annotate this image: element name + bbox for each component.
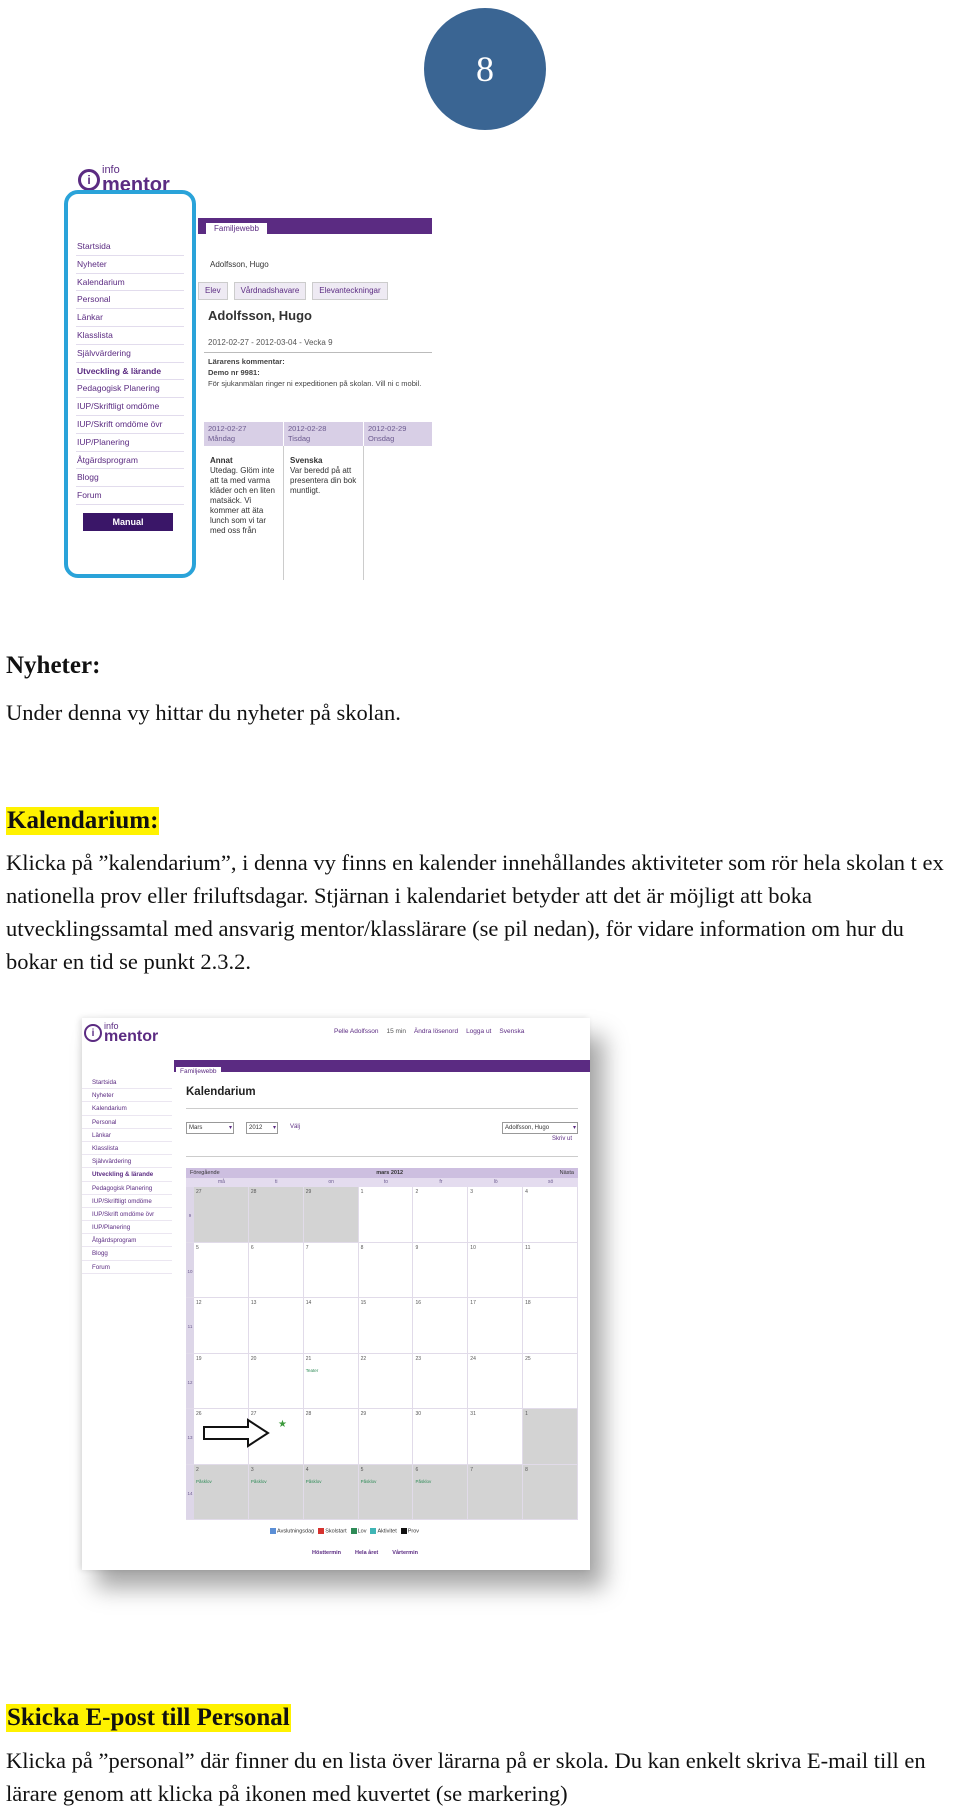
day-number: 6 (250, 1244, 254, 1251)
divider (186, 1108, 578, 1109)
sidebar-item[interactable]: IUP/Skriftligt omdöme (82, 1195, 172, 1208)
next-month-link[interactable]: Nästa (559, 1170, 574, 1176)
screenshot-overview (64, 160, 432, 580)
vartermin-link[interactable]: Vårtermin (392, 1550, 418, 1556)
weekday-label: sö (547, 1179, 554, 1185)
legend-item (318, 1528, 346, 1534)
week-col-header (186, 1178, 194, 1187)
calendar-day[interactable] (523, 1409, 578, 1464)
calendar-day[interactable] (359, 1354, 414, 1409)
legend-item (370, 1528, 396, 1534)
legend-swatch (401, 1528, 407, 1534)
calendar-day[interactable] (468, 1409, 523, 1464)
day-number: 11 (525, 1244, 531, 1251)
weekday-label: fr (439, 1179, 443, 1185)
sidebar-item[interactable]: Utveckling & lärande (76, 363, 184, 381)
sidebar-item[interactable]: Pedagogisk Planering (82, 1182, 172, 1195)
day-entry: Svenska Var beredd på att presentera din bok muntligt. (284, 446, 364, 580)
weekday-label: ti (275, 1179, 278, 1185)
day-number: 7 (470, 1466, 474, 1473)
day-number: 9 (415, 1244, 419, 1251)
calendar-day[interactable] (413, 1354, 468, 1409)
nyheter-heading: Nyheter: (6, 652, 101, 679)
calendar-day[interactable] (359, 1298, 414, 1353)
page-title: Kalendarium (186, 1086, 256, 1098)
print-link[interactable]: Skriv ut (552, 1136, 573, 1142)
student-name-heading: Adolfsson, Hugo (208, 308, 312, 323)
calendar-day[interactable] (304, 1298, 359, 1353)
legend-swatch (318, 1528, 324, 1534)
divider (186, 1156, 578, 1157)
sidebar-item[interactable]: Kalendarium (76, 274, 184, 292)
day-number: 13 (250, 1300, 257, 1306)
tab-vardnadshavare[interactable]: Vårdnadshavare (234, 282, 307, 300)
day-number: 19 (196, 1355, 202, 1362)
day-number: 2 (415, 1189, 419, 1195)
month-select[interactable]: Mars ▾ (186, 1122, 234, 1134)
legend-swatch (351, 1528, 357, 1534)
day-number: 21 (305, 1355, 312, 1362)
change-password-link[interactable]: Ändra lösenord (413, 1028, 459, 1035)
session-timer: 15 min (386, 1028, 406, 1035)
day-number: 8 (360, 1244, 364, 1251)
calendar-day[interactable] (304, 1187, 359, 1242)
calendar-day[interactable] (523, 1354, 578, 1409)
calendar-day[interactable] (194, 1187, 249, 1242)
sidebar-nav (82, 1076, 172, 1274)
day-number: 31 (470, 1411, 476, 1417)
day-number: 23 (415, 1355, 421, 1362)
sidebar-item[interactable]: IUP/Skrift omdöme övr (76, 416, 184, 434)
legend-label: Skolstart (325, 1528, 347, 1535)
calendar-day[interactable] (413, 1243, 468, 1298)
calendar-event[interactable]: Påsklov (415, 1478, 432, 1484)
year-select[interactable]: 2012 ▾ (246, 1122, 278, 1134)
sidebar-item[interactable]: IUP/Planering (82, 1221, 172, 1234)
manual-button[interactable]: Manual (83, 513, 173, 531)
month-label: mars 2012 (376, 1170, 404, 1176)
week-number: 12 (186, 1354, 194, 1409)
familjewebb-tab[interactable]: Familjewebb (176, 1067, 221, 1077)
sidebar-item[interactable]: Startsida (76, 238, 184, 256)
week-number: 11 (186, 1298, 194, 1353)
calendar-day[interactable] (359, 1243, 414, 1298)
day-header: 2012-02-27 Måndag (204, 422, 284, 446)
day-number: 18 (525, 1300, 531, 1306)
weekday-label: to (383, 1179, 389, 1185)
familjewebb-tab[interactable]: Familjewebb (206, 223, 267, 234)
day-number: 7 (305, 1244, 309, 1251)
logout-link[interactable]: Logga ut (466, 1028, 492, 1035)
tab-elev[interactable]: Elev (198, 282, 228, 300)
calendar-day[interactable] (249, 1298, 304, 1353)
page-number-badge: 8 (424, 8, 546, 130)
day-number: 29 (360, 1411, 367, 1417)
day-number: 26 (196, 1411, 202, 1417)
calendar-day[interactable] (249, 1465, 304, 1520)
sidebar-item[interactable]: Nyheter (76, 256, 184, 274)
day-number: 28 (305, 1411, 312, 1417)
legend-label: Aktivitet (377, 1528, 397, 1535)
day-number: 17 (470, 1300, 476, 1306)
calendar-day[interactable] (468, 1298, 523, 1353)
calendar-day[interactable] (194, 1354, 249, 1409)
sidebar-item[interactable]: Personal (76, 291, 184, 309)
calendar-day[interactable] (249, 1354, 304, 1409)
calendar-day[interactable] (523, 1243, 578, 1298)
calendar-day[interactable] (304, 1409, 359, 1464)
day-number: 12 (196, 1300, 202, 1306)
calendar-grid (186, 1187, 578, 1520)
user-name: Adolfsson, Hugo (210, 260, 269, 269)
calendar-week (186, 1187, 578, 1243)
calendar (186, 1168, 578, 1520)
sidebar-item[interactable]: Forum (76, 487, 184, 505)
sidebar-item[interactable]: Forum (82, 1261, 172, 1274)
screenshot-kalendarium (82, 1018, 590, 1570)
day-header: 2012-02-28 Tisdag (284, 422, 364, 446)
calendar-day[interactable] (523, 1465, 578, 1520)
sidebar-nav (76, 238, 184, 505)
calendar-day[interactable] (249, 1187, 304, 1242)
sidebar-item[interactable]: Kalendarium (82, 1102, 172, 1115)
day-columns (204, 446, 432, 580)
day-entry (364, 446, 432, 580)
calendar-day[interactable] (194, 1243, 249, 1298)
day-number: 6 (415, 1466, 419, 1473)
calendar-day[interactable] (304, 1465, 359, 1520)
day-number: 10 (470, 1244, 476, 1251)
calendar-day[interactable] (304, 1243, 359, 1298)
calendar-day[interactable] (468, 1354, 523, 1409)
valj-link[interactable]: Välj (290, 1124, 301, 1130)
calendar-day[interactable] (359, 1465, 414, 1520)
term-links (312, 1550, 418, 1556)
prev-month-link[interactable]: Föregående (190, 1170, 220, 1176)
kalendarium-text: Klicka på ”kalendarium”, i denna vy finns en kalender innehållandes aktiviteter som rör hela skolan t ex nationella prov eller friluftsdagar. Stjärnan i kalendariet betyder att det är möjligt att boka utvecklingssamtal med ansvarig mentor/klasslärare (se pil nedan), för vidare information om hur du bokar en tid se punkt 2.3.2. (6, 850, 944, 974)
calendar-header (186, 1168, 578, 1178)
day-header: 2012-02-29 Onsdag (364, 422, 432, 446)
calendar-day[interactable] (468, 1243, 523, 1298)
sidebar-item[interactable]: Länkar (82, 1129, 172, 1142)
calendar-day[interactable] (523, 1187, 578, 1242)
day-number: 29 (305, 1189, 312, 1195)
day-number: 20 (250, 1355, 257, 1362)
day-number: 3 (250, 1466, 254, 1473)
weekday-label: må (217, 1179, 225, 1185)
legend-swatch (270, 1528, 276, 1534)
day-number: 2 (196, 1466, 199, 1473)
divider (204, 352, 432, 353)
sidebar-item[interactable]: Blogg (76, 469, 184, 487)
week-number: 10 (186, 1243, 194, 1298)
calendar-day[interactable] (359, 1187, 414, 1242)
day-number: 16 (415, 1300, 421, 1306)
user-link[interactable]: Pelle Adolfsson (334, 1028, 379, 1035)
week-number: 13 (186, 1409, 194, 1464)
legend-label: Lov (357, 1528, 367, 1535)
calendar-day[interactable] (249, 1243, 304, 1298)
calendar-week (186, 1298, 578, 1354)
calendar-day[interactable] (304, 1354, 359, 1409)
sidebar-item[interactable]: Utveckling & lärande (82, 1168, 172, 1181)
legend-item (270, 1528, 314, 1534)
weekday-label: lö (493, 1179, 498, 1185)
calendar-day[interactable] (523, 1298, 578, 1353)
sidebar-item[interactable]: Klasslista (82, 1142, 172, 1155)
calendar-day[interactable] (413, 1187, 468, 1242)
week-number: 14 (186, 1465, 194, 1520)
calendar-day[interactable] (468, 1187, 523, 1242)
calendar-event[interactable]: Påsklov (305, 1478, 322, 1484)
day-number: 14 (305, 1300, 312, 1306)
calendar-event[interactable]: Påsklov (196, 1478, 212, 1484)
sidebar-item[interactable]: Åtgärdsprogram (82, 1234, 172, 1247)
legend-label: Avslutningsdag (277, 1528, 315, 1535)
day-number: 3 (470, 1189, 474, 1195)
day-number: 27 (196, 1189, 202, 1195)
calendar-week (186, 1465, 578, 1521)
hosttermin-link[interactable]: Hösttermin (312, 1550, 342, 1556)
sidebar-item[interactable]: Självvärdering (82, 1155, 172, 1168)
student-tabs (198, 282, 432, 300)
star-icon[interactable]: ★ (278, 1419, 287, 1430)
weekday-label: on (328, 1179, 334, 1185)
day-number: 30 (415, 1411, 421, 1417)
day-number: 8 (525, 1466, 528, 1473)
legend-swatch (370, 1528, 376, 1534)
day-number: 1 (525, 1411, 528, 1417)
calendar-day[interactable] (413, 1298, 468, 1353)
nyheter-text: Under denna vy hittar du nyheter på skolan. (6, 700, 401, 725)
infomentor-logo: i info mentor (78, 166, 170, 194)
personal-heading: Skicka E-post till Personal (7, 1704, 290, 1731)
sidebar-item[interactable]: Klasslista (76, 327, 184, 345)
calendar-day[interactable] (359, 1409, 414, 1464)
top-purple-bar (174, 1060, 590, 1075)
sidebar-item[interactable]: Pedagogisk Planering (76, 380, 184, 398)
calendar-legend (270, 1528, 419, 1534)
day-number: 5 (360, 1466, 364, 1473)
sidebar-item[interactable]: Självvärdering (76, 345, 184, 363)
kalendarium-heading: Kalendarium: (7, 807, 159, 834)
weekday-header (186, 1178, 578, 1187)
hela-aret-link[interactable]: Hela året (355, 1550, 379, 1556)
day-number: 4 (525, 1189, 528, 1195)
legend-item (351, 1528, 367, 1534)
sidebar-item[interactable]: Startsida (82, 1076, 172, 1089)
arrow-icon (202, 1418, 272, 1448)
calendar-event[interactable]: Teater (305, 1367, 319, 1373)
language-link[interactable]: Svenska (499, 1028, 525, 1035)
sidebar-item[interactable]: Personal (82, 1116, 172, 1129)
day-entry: Annat Utedag. Glöm inte att ta med varma kläder och en liten matsäck. Vi kommer att äta lunch som vi tar med oss från (204, 446, 284, 580)
day-number: 28 (250, 1189, 257, 1195)
student-select[interactable]: Adolfsson, Hugo ▾ (502, 1122, 578, 1134)
day-number: 25 (525, 1355, 531, 1362)
calendar-week (186, 1243, 578, 1299)
tab-elevanteckningar[interactable]: Elevanteckningar (312, 282, 387, 300)
sidebar-item[interactable]: IUP/Planering (76, 434, 184, 452)
sidebar-item[interactable]: IUP/Skrift omdöme övr (82, 1208, 172, 1221)
calendar-day[interactable] (194, 1465, 249, 1520)
personal-text: Klicka på ”personal” där finner du en lista över lärarna på er skola. Du kan enkelt skriva E-mail till en lärare genom att klicka på ikonen med kuvertet (se markering) (6, 1748, 926, 1806)
day-number: 1 (360, 1189, 364, 1195)
calendar-day[interactable] (413, 1409, 468, 1464)
sidebar-item[interactable]: Länkar (76, 309, 184, 327)
top-purple-bar (198, 218, 432, 234)
calendar-day[interactable] (468, 1465, 523, 1520)
day-number: 5 (196, 1244, 199, 1251)
calendar-day[interactable] (194, 1298, 249, 1353)
day-number: 24 (470, 1355, 476, 1362)
sidebar-item[interactable]: Nyheter (82, 1089, 172, 1102)
legend-item (401, 1528, 419, 1534)
day-number: 15 (360, 1300, 367, 1306)
top-links (334, 1028, 524, 1035)
sidebar-item[interactable]: Blogg (82, 1247, 172, 1260)
day-number: 4 (305, 1466, 309, 1473)
day-number: 27 (250, 1411, 257, 1417)
week-range: 2012-02-27 - 2012-03-04 - Vecka 9 (208, 338, 333, 347)
calendar-week (186, 1354, 578, 1410)
week-number: 9 (186, 1187, 194, 1242)
calendar-event[interactable]: Påsklov (250, 1478, 267, 1484)
calendar-event[interactable]: Påsklov (360, 1478, 377, 1484)
teacher-comment: Lärarens kommentar: Demo nr 9981: För sjukanmälan ringer ni expeditionen på skolan. Vill ni c mobil. (208, 357, 422, 388)
infomentor-logo: i info mentor (84, 1022, 158, 1044)
calendar-day[interactable] (413, 1465, 468, 1520)
sidebar-item[interactable]: IUP/Skriftligt omdöme (76, 398, 184, 416)
day-number: 22 (360, 1355, 367, 1362)
sidebar-item[interactable]: Åtgärdsprogram (76, 452, 184, 470)
legend-label: Prov (407, 1528, 420, 1535)
day-headers (204, 422, 432, 446)
